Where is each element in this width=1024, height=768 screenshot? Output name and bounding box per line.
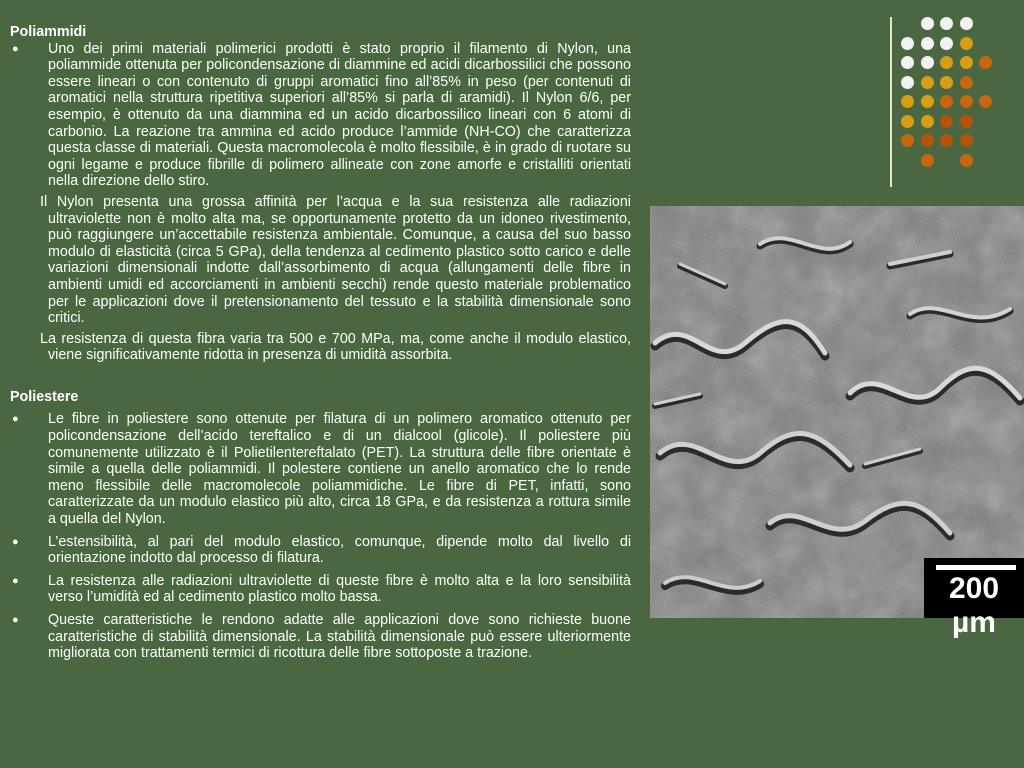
decorative-dot: [960, 37, 973, 50]
scale-bar: [924, 558, 1024, 639]
bullet-paragraph: [10, 534, 631, 567]
decorative-dot: [940, 56, 953, 69]
bullet-icon: ●: [12, 574, 19, 587]
decorative-dot: [901, 37, 914, 50]
decorative-dot: [960, 115, 973, 128]
decorative-dot: [940, 134, 953, 147]
sem-micrograph: [650, 206, 1024, 639]
text-column: [10, 24, 631, 662]
bullet-icon: ●: [12, 42, 19, 55]
decorative-dot: [901, 95, 914, 108]
decorative-dot: [921, 56, 934, 69]
paragraph-text: Uno dei primi materiali polimerici prodotti è stato proprio il filamento di Nylon, una poliammide ottenuta per policondensazione di diammine ed acidi dicarbossilici che possono essere lineari o con contenuto di gruppi aromatici fino all’85% in peso (per contenuti di aromatici nella struttura ripetitiva superiori all’85% si parla di aramidi). Il Nylon 6/6, per esempio, è ottenuto da una diammina ed un acido dicarbossilico lineari con 6 atomi di carbonio. La reazione tra ammina ed acido produce l’ammide (NH-CO) che caratterizza questa classe di materiali. Questa macromolecola è molto flessibile, è in grado di ruotare su ogni legame e produce fibrille di polimero allineate con zone amorfe e cristalliti orientati nella direzione dello stiro.: [48, 40, 631, 190]
decorative-dot: [921, 134, 934, 147]
decorative-divider: [890, 17, 892, 187]
bullet-paragraph: [10, 41, 631, 190]
paragraph-text: L’estensibilità, al pari del modulo elastico, comunque, dipende molto dal livello di orientazione indotto dal processo di filatura.: [48, 533, 631, 567]
decorative-dot: [901, 134, 914, 147]
decorative-dot: [960, 154, 973, 167]
decorative-dot: [940, 95, 953, 108]
paragraph-text: Queste caratteristiche le rendono adatte alle applicazioni dove sono richieste buone caratteristiche di stabilità dimensionale. La stabilità dimensionale può essere ulteriormente migliorata con trattamenti termici di ricottura delle fibre sottoposte a trazione.: [48, 612, 631, 662]
continuation-paragraph: [10, 194, 631, 327]
decorative-dot: [960, 17, 973, 30]
paragraph-text: Il Nylon presenta una grossa affinità per l’acqua e la sua resistenza alle radiazioni ultraviolette non è molto alta ma, se opportunamente protetto da un idoneo rivestimento, può raggiungere un’accettabile resistenza ambientale. Comunque, a causa del suo basso modulo di elasticità (circa 5 GPa), della tendenza al cedimento plastico sotto carico e delle variazioni dimensionali indotte dall’assorbimento di acqua (allungamenti delle fibre in ambienti umidi ed accorciamenti in ambienti secchi) rende questo materiale problematico per le applicazioni dove il pretensionamento del tessuto e la stabilità dimensionale sono critici.: [40, 193, 631, 327]
decorative-dot: [979, 56, 992, 69]
bullet-icon: ●: [12, 413, 19, 426]
decorative-dot: [921, 154, 934, 167]
decorative-dot: [921, 115, 934, 128]
decorative-dot: [901, 76, 914, 89]
bullet-icon: ●: [12, 614, 19, 626]
decorative-dot: [921, 17, 934, 30]
paragraph-text: Le fibre in poliestere sono ottenute per filatura di un polimero aromatico ottenuto per policondensazione dell’acido tereftalico e di un dialcool (glicole). Il poliestere più comunemente utilizzato è il Polietilentereftalato (PET). La struttura delle fibre orientate è simile a quella delle poliammidi. Il polestere contiene un anello aromatico che lo rende meno flessibile delle macromolecole poliammidiche. Le fibre di PET, infatti, sono caratterizzate da un modulo elastico più alto, circa 18 GPa, e da resistenza a rottura simile a quella del Nylon.: [48, 411, 631, 528]
decorative-dot: [960, 95, 973, 108]
decorative-dot: [979, 95, 992, 108]
bullet-icon: ●: [12, 535, 19, 548]
decorative-dot: [901, 56, 914, 69]
micrograph-image: [650, 206, 1024, 618]
heading-poliestere: Poliestere: [10, 388, 79, 405]
bullet-paragraph: [10, 612, 631, 662]
decorative-dot: [960, 56, 973, 69]
decorative-dot: [940, 37, 953, 50]
decorative-dot: [921, 37, 934, 50]
bullet-paragraph: [10, 411, 631, 527]
heading-poliammidi: Poliammidi: [10, 24, 87, 40]
decorative-dot: [940, 115, 953, 128]
decorative-dot: [960, 134, 973, 147]
bullet-paragraph: [10, 573, 631, 606]
decorative-dot: [921, 95, 934, 108]
decorative-dot: [921, 76, 934, 89]
scale-label: 200 µm: [948, 572, 1000, 639]
continuation-paragraph: [10, 331, 631, 364]
paragraph-text: La resistenza alle radiazioni ultraviolette di queste fibre è molto alta e la loro sensibilità verso l’umidità ed al cedimento plastico molto bassa.: [48, 572, 631, 606]
decorative-dot: [940, 76, 953, 89]
decorative-dot: [940, 17, 953, 30]
paragraph-text: La resistenza di questa fibra varia tra 500 e 700 MPa, ma, come anche il modulo elastico, viene significativamente ridotta in presenza di umidità assorbita.: [40, 330, 631, 364]
decorative-dot: [901, 115, 914, 128]
decorative-dot: [960, 76, 973, 89]
scale-line: [936, 565, 1016, 570]
